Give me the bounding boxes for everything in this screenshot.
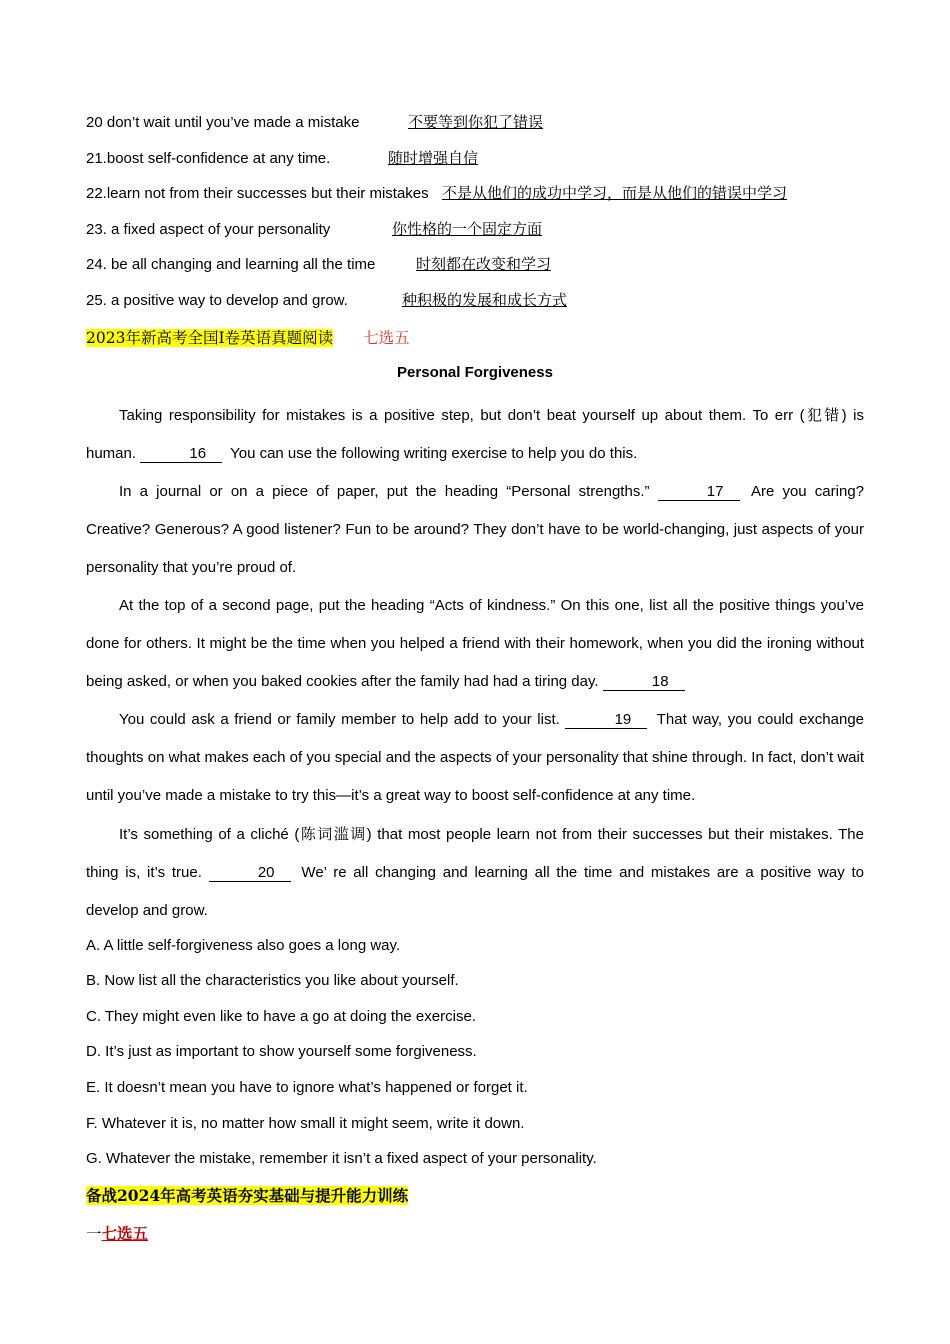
paragraph-3: At the top of a second page, put the heading “Acts of kindness.” On this one, list all the positive things you’ve done for others. It might be the time when you helped a friend with their homework, when you did the ironing without being asked, or when you baked cookies after the family had had a tiring day. 18 bbox=[86, 596, 864, 690]
option-e: E. It doesn’t mean you have to ignore what’s happened or forget it. bbox=[86, 1078, 528, 1096]
blank-19[interactable]: 19 bbox=[565, 712, 647, 729]
paragraph-4: You could ask a friend or family member to help add to your list. 19 That way, you could exchange thoughts on what makes each of you special and the aspects of your personality that shine through. In fact, don’t wait until you’ve made a mistake to try this—it’s a great way to boost self-confidence at any time. bbox=[86, 710, 865, 804]
option-d: D. It’s just as important to show yourself some forgiveness. bbox=[86, 1043, 477, 1061]
vocab-item: 21.boost self-confidence at any time. 随时增强自信 bbox=[86, 148, 479, 167]
option-c: C. They might even like to have a go at doing the exercise. bbox=[86, 1007, 476, 1025]
document-page bbox=[86, 112, 864, 1261]
passage-title: Personal Forgiveness bbox=[397, 363, 553, 381]
training-title: 备战2024年高考英语夯实基础与提升能力训练 bbox=[86, 1185, 409, 1205]
section-title: 2023年新高考全国Ⅰ卷英语真题阅读 七选五 bbox=[86, 328, 410, 347]
option-g: G. Whatever the mistake, remember it isn’t a fixed aspect of your personality. bbox=[86, 1150, 597, 1168]
blank-17[interactable]: 17 bbox=[658, 484, 740, 501]
option-b: B. Now list all the characteristics you like about yourself. bbox=[86, 972, 459, 990]
paragraph-2: In a journal or on a piece of paper, put the heading “Personal strengths.” 17 Are you caring? Creative? Generous? A good listener? Fun to be around? They don’t have to be world-changing, just aspects of your personality that you’re proud of. bbox=[86, 482, 865, 576]
subsection-heading: 一七选五 bbox=[86, 1223, 149, 1243]
paragraph-1: Taking responsibility for mistakes is a positive step, but don’t beat yourself up about them. To err (犯错) is human. 16 You can use the following writing exercise to help you do this. bbox=[86, 405, 864, 462]
blank-20[interactable]: 20 bbox=[209, 865, 291, 882]
vocab-item: 25. a positive way to develop and grow. 种积极的发展和成长方式 bbox=[86, 290, 568, 309]
option-f: F. Whatever it is, no matter how small it might seem, write it down. bbox=[86, 1114, 525, 1132]
vocab-item: 22.learn not from their successes but their mistakes 不是从他们的成功中学习，而是从他们的错误中学习 bbox=[86, 184, 788, 203]
vocab-item: 20 don’t wait until you’ve made a mistake 不要等到你犯了错误 bbox=[86, 113, 544, 131]
blank-16[interactable]: 16 bbox=[140, 446, 222, 463]
option-a: A. A little self-forgiveness also goes a long way. bbox=[86, 936, 401, 954]
vocab-item: 23. a fixed aspect of your personality 你性格的一个固定方面 bbox=[86, 219, 543, 238]
vocab-item: 24. be all changing and learning all the time 时刻都在改变和学习 bbox=[86, 255, 552, 274]
blank-18[interactable]: 18 bbox=[603, 674, 685, 691]
section-tag: 七选五 bbox=[363, 328, 410, 347]
paragraph-5: It’s something of a cliché (陈词滥调) that most people learn not from their successes but their mistakes. The thing is, it’s true. 20 We’ re all changing and learning all the time and mistakes are a positive way to develop and grow. bbox=[86, 824, 864, 919]
